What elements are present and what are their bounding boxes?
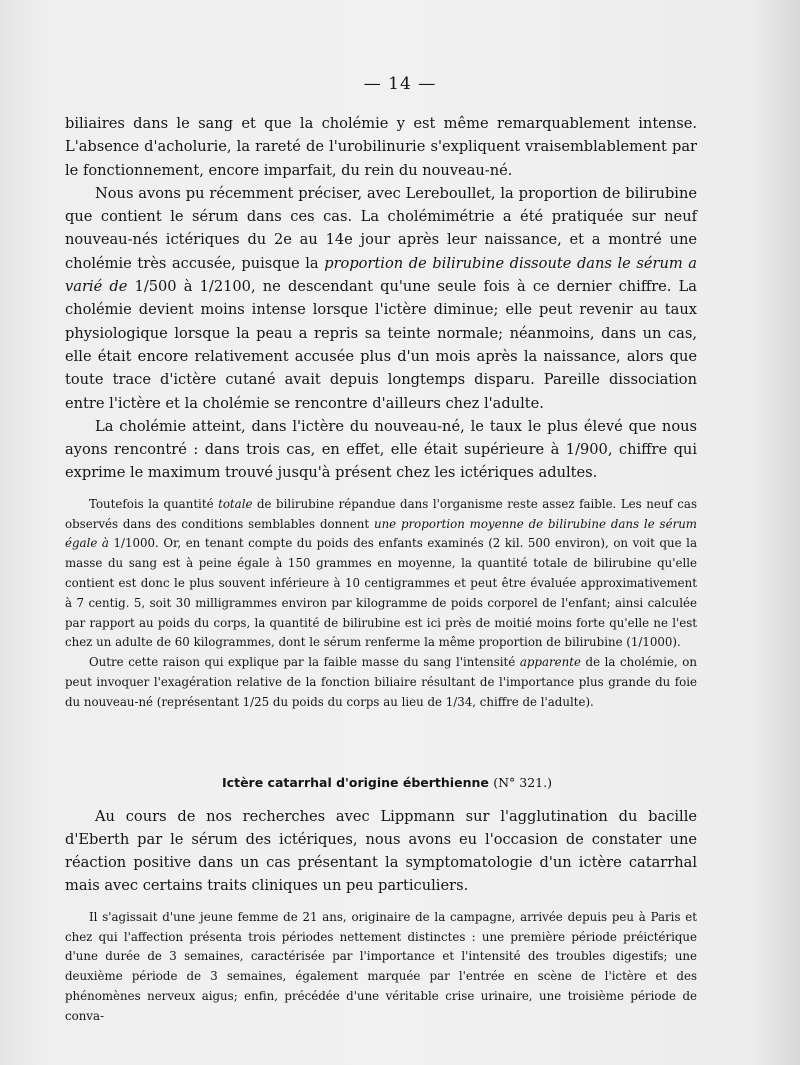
page-number: — 14 — bbox=[363, 74, 437, 94]
section-heading bbox=[65, 773, 697, 793]
spacer bbox=[65, 898, 697, 908]
note-total-bilirubin bbox=[65, 495, 697, 653]
note-apparent-intensity bbox=[65, 653, 697, 712]
italic-emphasis: proportion de bilirubine dissoute dans le sérum a varié de bbox=[65, 254, 697, 296]
spacer bbox=[65, 485, 697, 495]
paragraph-text: 1/500 à 1/2100, ne descendant qu'une seule fois à ce dernier chiffre. La cholémie devient moins intense lorsque l'ictère diminue; elle peut revenir au taux physiologique lorsque la peau a repris sa teinte normale; néanmoins, dans un cas, elle était encore relativement accusée plus d'un mois après la naissance, alors que toute trace d'ictère cutané avait depuis longtemps disparu. Pareille dissociation entre l'ictère et la cholémie se rencontre d'ailleurs chez l'adulte. bbox=[65, 278, 697, 412]
italic-emphasis: apparente bbox=[519, 655, 581, 670]
section-reference: (N° 321.) bbox=[493, 774, 552, 790]
italic-emphasis: totale bbox=[218, 496, 253, 511]
note-text: de bilirubine répandue dans l'organisme reste assez faible. Les neuf cas observés dans des conditions semblables donnent bbox=[65, 496, 698, 531]
section-title: Ictère catarrhal d'origine éberthienne bbox=[222, 774, 489, 790]
paragraph-bilirubin-proportion bbox=[65, 182, 697, 415]
paragraph-lippmann-research: Au cours de nos recherches avec Lippmann sur l'agglutination du bacille d'Eberth par le sérum des ictériques, nous avons eu l'occasion de constater une réaction positive dans un cas présentant la symptomatologie d'un ictère catarrhal mais avec certains traits cliniques un peu particuliers. bbox=[65, 807, 697, 895]
paragraph-continuation: biliaires dans le sang et que la cholémie y est même remarquablement intense. L'absence d'acholurie, la rareté de l'urobilinurie s'expliquent vraisemblablement par le fonctionnement, encore imparfait, du rein du nouveau-né. bbox=[65, 115, 697, 179]
note-text: 1/1000. Or, en tenant compte du poids des enfants examinés (2 kil. 500 environ), on voit que la masse du sang est à peine égale à 150 grammes en moyenne, la quantité totale de bilirubine qu'elle contient est donc le plus souvent inférieure à 10 centigrammes et peut être évaluée approximativement à 7 centig. 5, soit 30 milligrammes environ par kilogramme de poids corporel de l'enfant; ainsi calculée par rapport au poids du corps, la quantité de bilirubine est ici près de moitié moins forte qu'elle ne l'est chez un adulte de 60 kilogrammes, dont le sérum renferme la même proportion de bilirubine (1/1000). bbox=[65, 536, 697, 650]
note-text: Toutefois la quantité bbox=[89, 496, 219, 511]
spacer bbox=[65, 793, 697, 805]
note-text: Outre cette raison qui explique par la faible masse du sang l'intensité bbox=[89, 655, 520, 670]
italic-emphasis: une proportion moyenne de bilirubine dans le sérum égale à bbox=[65, 516, 697, 551]
note-text: de la cholémie, on peut invoquer l'exagération relative de la fonction biliaire résultant de l'importance plus grande du foie du nouveau-né (représentant 1/25 du poids du corps au lieu de 1/34, chiffre de l'adulte). bbox=[65, 655, 697, 709]
page-body bbox=[65, 112, 697, 1026]
paragraph-cholemia-level: La cholémie atteint, dans l'ictère du nouveau-né, le taux le plus élevé que nous ayons rencontré : dans trois cas, en effet, elle était supérieure à 1/900, chiffre qui exprime le maximum trouvé jusqu'à présent chez les ictériques adultes. bbox=[65, 417, 697, 482]
spacer bbox=[65, 713, 697, 773]
paragraph-text: Nous avons pu récemment préciser, avec Lereboullet, la proportion de bilirubine que contient le sérum dans ces cas. La cholémimétrie a été pratiquée sur neuf nouveau-nés ictériques du 2e au 14e jour après leur naissance, et a montré une cholémie très accusée, puisque la bbox=[65, 184, 697, 272]
note-case-description: Il s'agissait d'une jeune femme de 21 ans, originaire de la campagne, arrivée depuis peu à Paris et chez qui l'affection présenta trois périodes nettement distinctes : une première période préictérique d'une durée de 3 semaines, caractérisée par l'importance et l'intensité des troubles digestifs; une deuxième période de 3 semaines, également marquée par l'entrée en scène de l'ictère et des phénomènes nerveux aigus; enfin, précédée d'une véritable crise urinaire, une troisième période de conva- bbox=[65, 909, 697, 1023]
